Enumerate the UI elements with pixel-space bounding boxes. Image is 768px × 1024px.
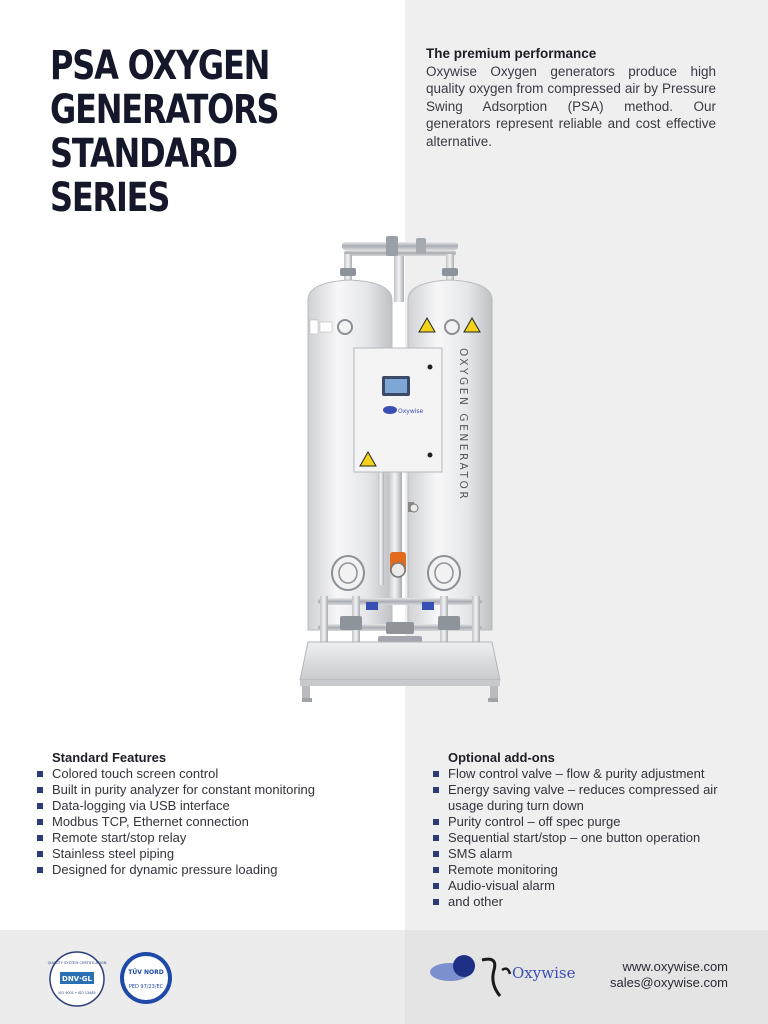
list-item: Colored touch screen control: [36, 766, 386, 782]
list-item: Energy saving valve – reduces compressed air usage during turn down: [432, 782, 742, 814]
list-item: Stainless steel piping: [36, 846, 386, 862]
intro-body: Oxywise Oxygen generators produce high quality oxygen from compressed air by Pressure Swing Adsorption (PSA) method. Our generators represent reliable and cost effective alternative.: [426, 63, 716, 149]
oxygen-generator-image: [290, 230, 510, 710]
optional-addons: [432, 750, 742, 910]
cert1-bottom-text: ISO 9001 • ISO 13485: [58, 991, 96, 995]
list-item: Remote start/stop relay: [36, 830, 386, 846]
list-item: Designed for dynamic pressure loading: [36, 862, 386, 878]
intro-heading: The premium performance: [426, 46, 597, 61]
standard-features: [36, 750, 386, 878]
tuv-nord-certification-logo: [118, 950, 174, 1006]
list-item: and other: [432, 894, 742, 910]
list-item: Remote monitoring: [432, 862, 742, 878]
oxywise-logo: [428, 946, 576, 1006]
page-title: [50, 44, 278, 220]
cert1-top-text: QUALITY SYSTEM CERTIFICATION: [47, 961, 107, 965]
list-item: Data-logging via USB interface: [36, 798, 386, 814]
contact-info: [560, 959, 728, 991]
list-item: Built in purity analyzer for constant monitoring: [36, 782, 386, 798]
cert1-name: DNV·GL: [62, 975, 92, 983]
list-item: Flow control valve – flow & purity adjustment: [432, 766, 742, 782]
title-line-2: GENERATORS: [50, 87, 279, 133]
title-line-3: STANDARD: [50, 131, 237, 177]
cert2-bottom-text: PED 97/23/EC: [128, 984, 164, 990]
list-item: SMS alarm: [432, 846, 742, 862]
title-line-4: SERIES: [50, 175, 170, 221]
list-item: Purity control – off spec purge: [432, 814, 742, 830]
intro-section: [426, 45, 716, 150]
email-link[interactable]: sales@oxywise.com: [610, 975, 728, 990]
list-item: Audio-visual alarm: [432, 878, 742, 894]
list-item: Sequential start/stop – one button operation: [432, 830, 742, 846]
title-line-1: PSA OXYGEN: [50, 43, 270, 89]
website-link[interactable]: www.oxywise.com: [622, 959, 728, 974]
side-label: OXYGEN GENERATOR: [457, 348, 469, 502]
list-item: Modbus TCP, Ethernet connection: [36, 814, 386, 830]
standard-features-list: [36, 766, 386, 878]
dnv-gl-certification-logo: [48, 950, 106, 1008]
standard-features-heading: Standard Features: [52, 750, 167, 765]
panel-logo: Oxywise: [398, 408, 424, 415]
optional-addons-heading: Optional add-ons: [448, 750, 555, 765]
logo-text: Oxywise: [512, 964, 576, 982]
cert2-name: TÜV NORD: [128, 969, 164, 976]
optional-addons-list: [432, 766, 742, 910]
